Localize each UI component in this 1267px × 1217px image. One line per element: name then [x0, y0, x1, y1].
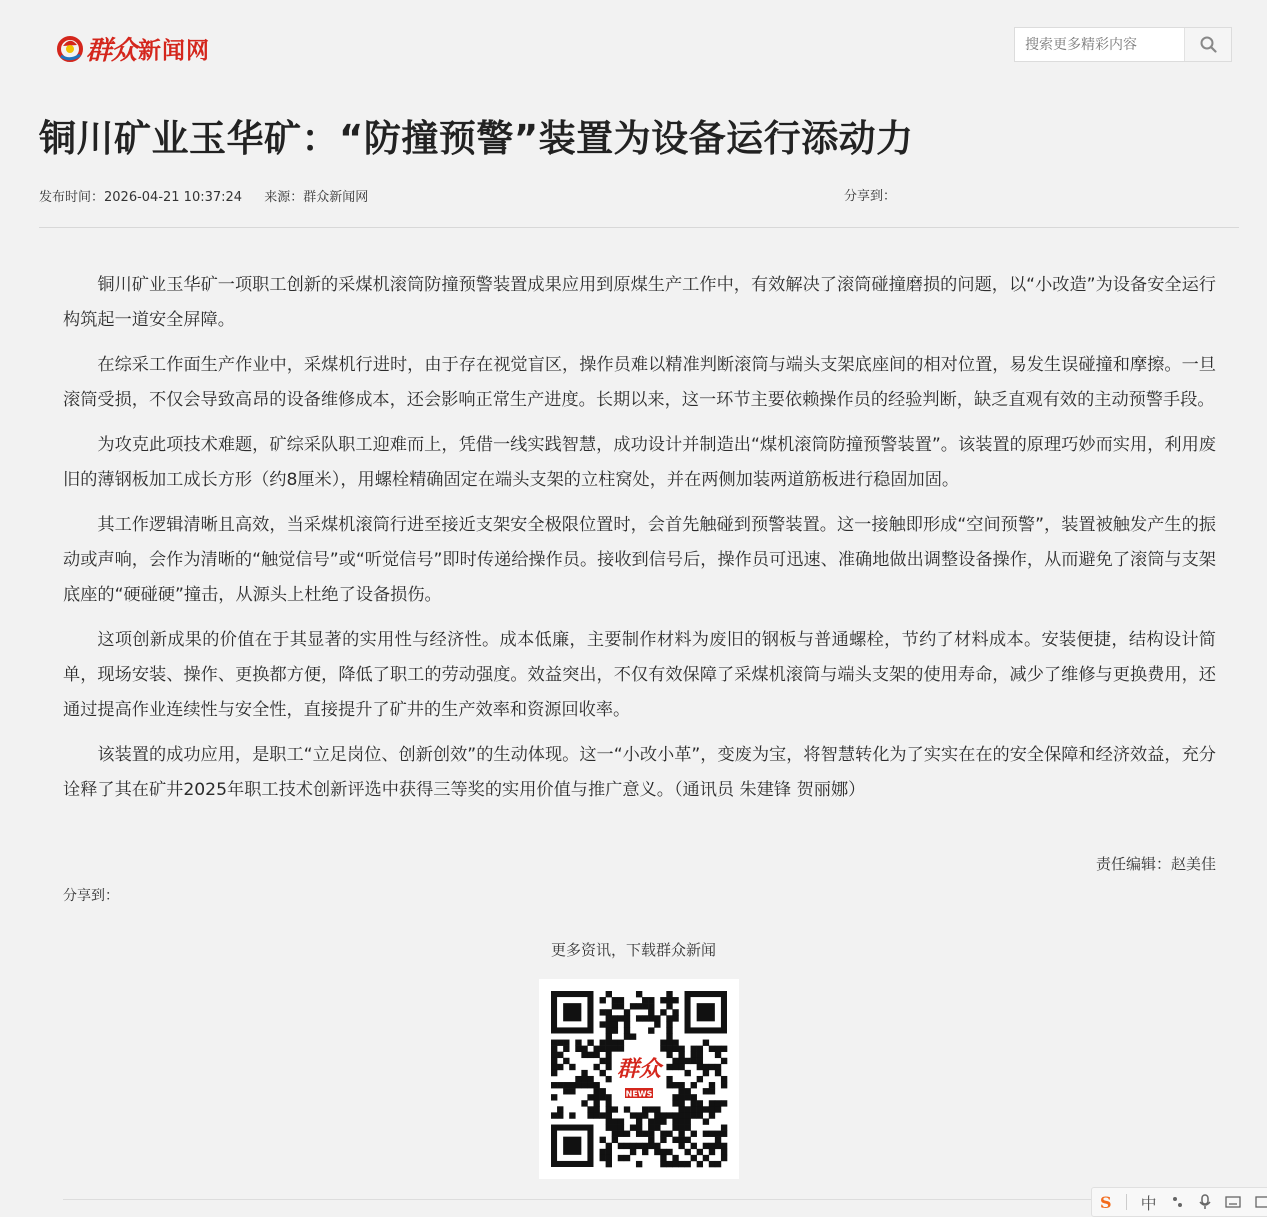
keyboard-icon[interactable]: [1225, 1195, 1241, 1209]
svg-text:NEWS: NEWS: [625, 1089, 653, 1099]
share-label-top: 分享到：: [844, 189, 897, 204]
publish-time: 发布时间：2026-04-21 10:37:24: [39, 190, 243, 205]
ime-language-toggle[interactable]: 中: [1140, 1193, 1157, 1213]
article-paragraph: 该装置的成功应用，是职工“立足岗位、创新创效”的生动体现。这一“小改小革”，变废为宝，将智慧转化为了实实在在的安全保障和经济效益，充分诠释了其在矿井2025年职工技术创新评选中获得三等奖的实用价值与推广意义。（通讯员 朱建锋 贺丽娜）: [63, 745, 1216, 800]
site-logo[interactable]: [56, 26, 226, 70]
logo-calligraphy: 群众: [86, 35, 137, 66]
qr-code-image: [539, 979, 739, 1179]
article-paragraph: 铜川矿业玉华矿一项职工创新的采煤机滚筒防撞预警装置成果应用到原煤生产工作中，有效解决了滚筒碰撞磨损的问题，以“小改造”为设备安全运行构筑起一道安全屏障。: [63, 275, 1216, 330]
header-divider: [39, 227, 1239, 228]
search-box: [1014, 27, 1232, 62]
skin-icon[interactable]: [1255, 1195, 1267, 1209]
article-body: [63, 268, 1216, 818]
article-paragraph: 在综采工作面生产作业中，采煤机行进时，由于存在视觉盲区，操作员难以精准判断滚筒与端头支架底座间的相对位置，易发生误碰撞和摩擦。一旦滚筒受损，不仅会导致高昂的设备维修成本，还会影响正常生产进度。长期以来，这一环节主要依赖操作员的经验判断，缺乏直观有效的主动预警手段。: [63, 355, 1216, 410]
responsible-editor: 责任编辑：赵美佳: [1095, 855, 1216, 873]
logo-emblem-icon: [56, 32, 84, 64]
ime-separator: [1126, 1194, 1127, 1210]
footer-divider: [63, 1199, 1203, 1200]
app-qr-code: [539, 979, 739, 1179]
microphone-icon[interactable]: [1199, 1194, 1211, 1210]
search-button[interactable]: [1184, 28, 1231, 61]
punctuation-icon[interactable]: [1171, 1195, 1185, 1209]
article-paragraph: 其工作逻辑清晰且高效，当采煤机滚筒行进至接近支架安全极限位置时，会首先触碰到预警装置。这一接触即形成“空间预警”，装置被触发产生的振动或声响，会作为清晰的“触觉信号”或“听觉信号”即时传递给操作员。接收到信号后，操作员可迅速、准确地做出调整设备操作，从而避免了滚筒与支架底座的“硬碰硬”撞击，从源头上杜绝了设备损伤。: [63, 515, 1216, 605]
svg-text:群众: 群众: [616, 1056, 662, 1082]
sogou-logo-icon[interactable]: S: [1100, 1192, 1112, 1212]
article-meta: [39, 186, 368, 205]
article-title: 铜川矿业玉华矿：“防撞预警”装置为设备运行添动力: [39, 117, 914, 160]
article-paragraph: 这项创新成果的价值在于其显著的实用性与经济性。成本低廉，主要制作材料为废旧的钢板与普通螺栓，节约了材料成本。安装便捷，结构设计简单，现场安装、操作、更换都方便，降低了职工的劳动强度。效益突出，不仅有效保障了采煤机滚筒与端头支架的使用寿命，减少了维修与更换费用，还通过提高作业连续性与安全性，直接提升了矿井的生产效率和资源回收率。: [63, 630, 1216, 720]
share-label-bottom: 分享到：: [63, 888, 119, 904]
article-source: 来源：群众新闻网: [264, 190, 369, 205]
logo-text: 新闻网: [138, 37, 211, 64]
search-input[interactable]: [1015, 28, 1185, 61]
search-icon: [1200, 36, 1217, 53]
article-paragraph: 为攻克此项技术难题，矿综采队职工迎难而上，凭借一线实践智慧，成功设计并制造出“煤机滚筒防撞预警装置”。该装置的原理巧妙而实用，利用废旧的薄钢板加工成长方形（约8厘米），用螺栓精确固定在端头支架的立柱窝处，并在两侧加装两道筋板进行稳固加固。: [63, 435, 1216, 490]
download-promo-text: 更多资讯，下载群众新闻: [550, 941, 716, 959]
